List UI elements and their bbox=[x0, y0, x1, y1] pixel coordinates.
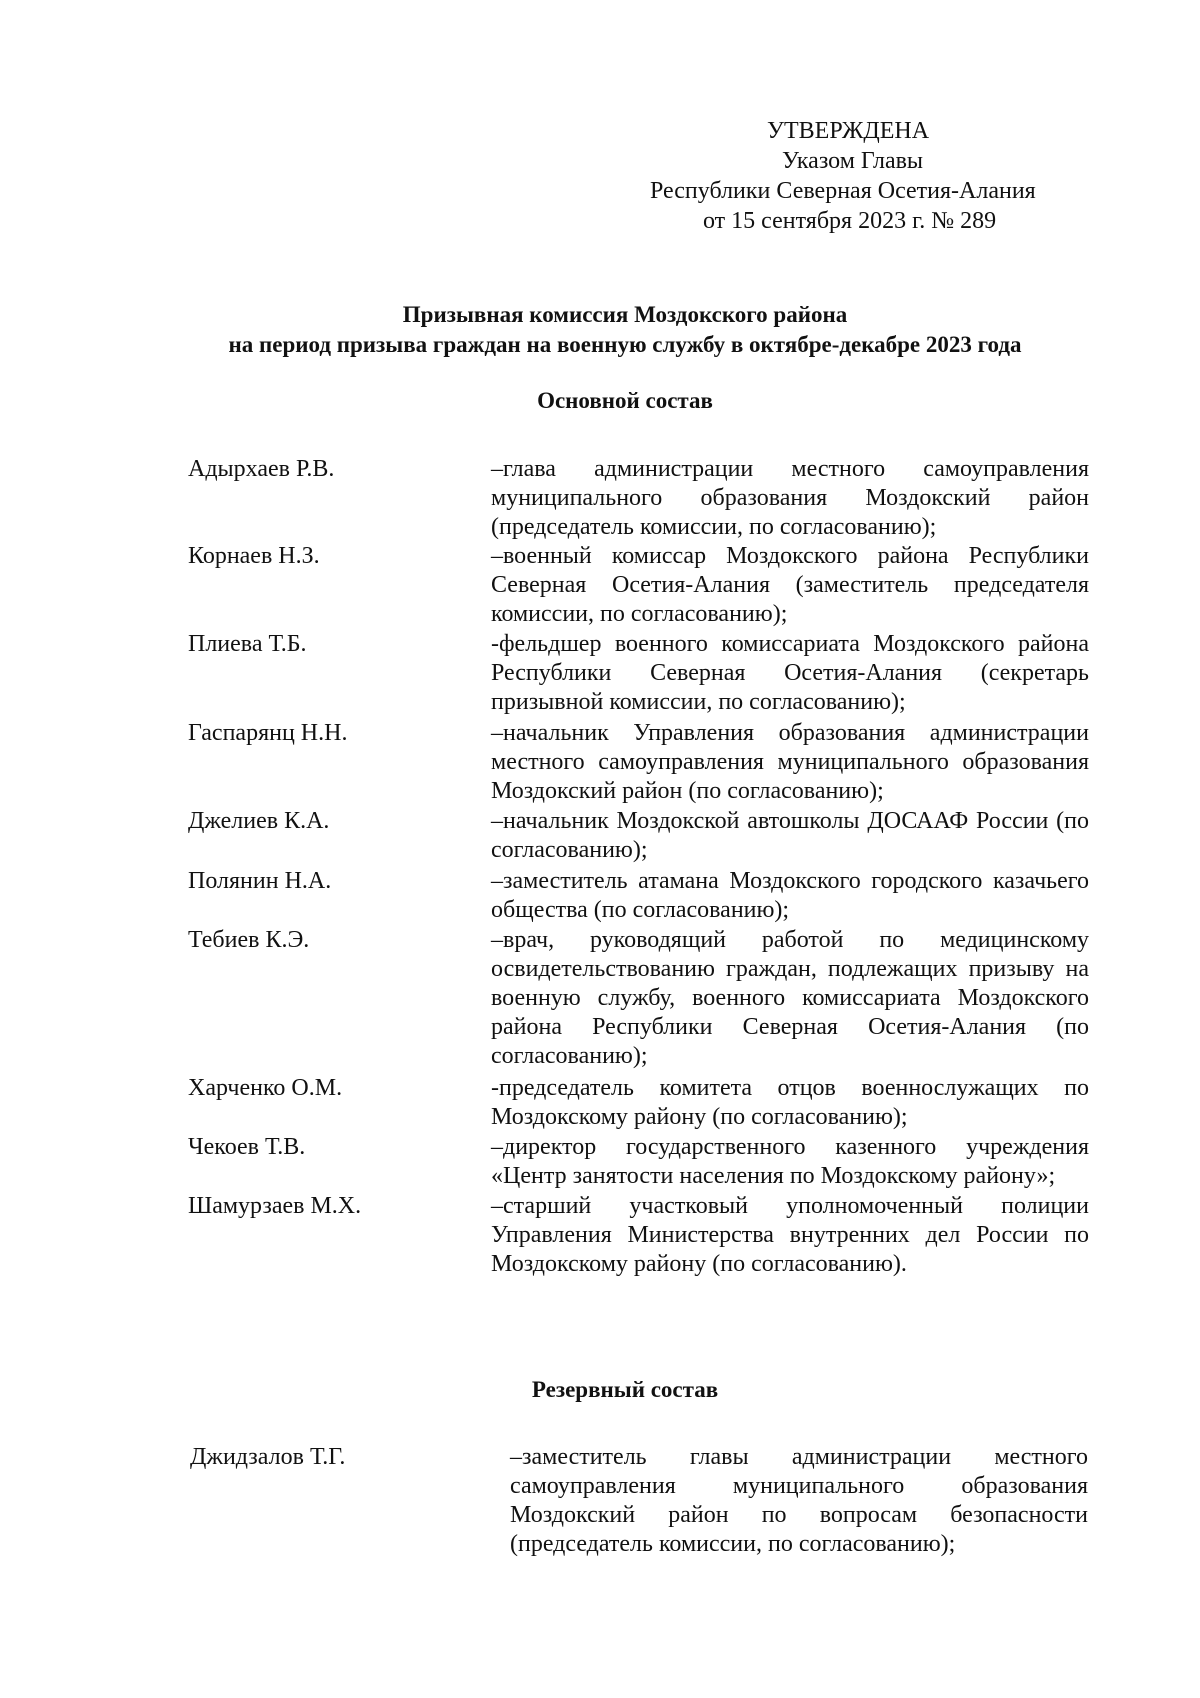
member-role: -председатель комитета отцов военнослужащих по Моздокскому району (по согласованию); bbox=[491, 1075, 1089, 1130]
reserve-composition-heading: Резервный состав bbox=[531, 1377, 719, 1402]
member-name: Тебиев К.Э. bbox=[188, 927, 310, 953]
member-name: Гаспарянц Н.Н. bbox=[188, 720, 348, 746]
approval-status: УТВЕРЖДЕНА bbox=[767, 118, 930, 144]
main-composition-heading: Основной состав bbox=[537, 388, 713, 413]
member-role: -фельдшер военного комиссариата Моздокского района Республики Северная Осетия-Алания (секретарь призывной комиссии, по согласованию); bbox=[491, 631, 1089, 715]
member-role: –военный комиссар Моздокского района Республики Северная Осетия-Алания (заместитель председателя комиссии, по согласованию); bbox=[491, 543, 1089, 627]
member-name: Чекоев Т.В. bbox=[188, 1134, 306, 1160]
member-name: Плиева Т.Б. bbox=[188, 631, 307, 657]
document-title: Призывная комиссия Моздокского района bbox=[402, 302, 848, 327]
approval-stamp bbox=[630, 116, 1090, 236]
member-role: –начальник Моздокской автошколы ДОСААФ России (по согласованию); bbox=[491, 808, 1089, 863]
approval-republic: Республики Северная Осетия-Алания bbox=[650, 178, 1036, 204]
member-name: Джелиев К.А. bbox=[188, 808, 330, 834]
member-name: Джидзалов Т.Г. bbox=[190, 1444, 346, 1470]
approval-date: от 15 сентября 2023 г. № 289 bbox=[703, 208, 997, 234]
member-role: –старший участковый уполномоченный полиции Управления Министерства внутренних дел России по Моздокскому району (по согласованию). bbox=[491, 1193, 1089, 1277]
member-name: Харченко О.М. bbox=[188, 1075, 343, 1101]
member-name: Адырхаев Р.В. bbox=[188, 456, 335, 482]
member-role: –начальник Управления образования администрации местного самоуправления муниципального образования Моздокский район (по согласованию); bbox=[491, 720, 1089, 804]
member-role: –врач, руководящий работой по медицинскому освидетельствованию граждан, подлежащих призыву на военную службу, военного комиссариата Моздокского района Республики Северная Осетия-Алания (по согласованию); bbox=[491, 927, 1089, 1069]
member-role: –глава администрации местного самоуправления муниципального образования Моздокский район (председатель комиссии, по согласованию); bbox=[491, 456, 1089, 540]
member-role: –заместитель атамана Моздокского городского казачьего общества (по согласованию); bbox=[491, 868, 1089, 923]
document-subtitle: на период призыва граждан на военную службу в октябре-декабре 2023 года bbox=[228, 332, 1022, 357]
member-name: Полянин Н.А. bbox=[188, 868, 332, 894]
member-role: –директор государственного казенного учреждения «Центр занятости населения по Моздокскому району»; bbox=[491, 1134, 1089, 1189]
member-role: –заместитель главы администрации местного самоуправления муниципального образования Моздокский район по вопросам безопасности (председатель комиссии, по согласованию); bbox=[510, 1444, 1088, 1557]
member-name: Шамурзаев М.Х. bbox=[188, 1193, 362, 1219]
approval-decree: Указом Главы bbox=[782, 148, 924, 174]
member-name: Корнаев Н.З. bbox=[188, 543, 320, 569]
